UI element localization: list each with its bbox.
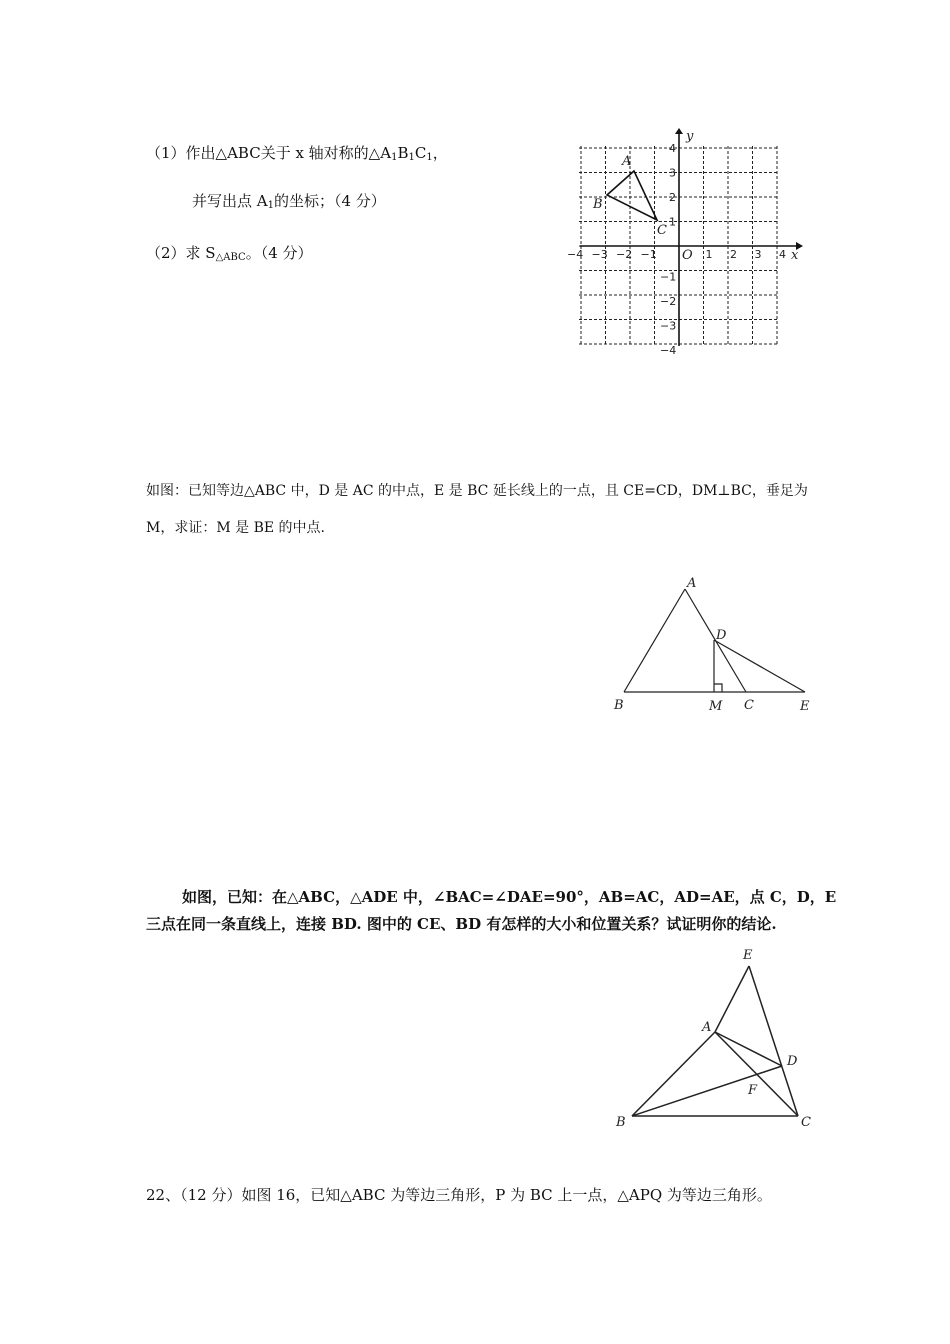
y-tick-label: −4 [660, 344, 677, 357]
fig3-label-b: B [616, 1115, 626, 1130]
equilateral-triangle-figure [605, 572, 825, 722]
y-tick-label: 1 [669, 215, 676, 229]
q2-line-1: 如图：已知等边△ABC 中，D 是 AC 的中点，E 是 BC 延长线上的一点，且 CE=CD，DM⊥BC，垂足为 [146, 483, 808, 499]
x-tick-label: −4 [567, 248, 584, 261]
q3-line-2: 三点在同一条直线上，连接 BD. 图中的 CE、BD 有怎样的大小和位置关系？试证明你的结论. [146, 915, 777, 933]
y-tick-label: 4 [669, 142, 676, 155]
y-tick-label: 2 [669, 191, 676, 204]
fig2-label-e: E [800, 699, 810, 714]
fig3-label-d: D [787, 1054, 798, 1069]
fig2-label-c: C [744, 698, 754, 713]
x-tick-label: −1 [640, 248, 657, 261]
y-tick-label: 3 [669, 166, 676, 180]
triangle-abc [607, 171, 657, 220]
q4-line-1: 22、（12 分）如图 16，已知△ABC 为等边三角形，P 为 BC 上一点，△APQ 为等边三角形。 [146, 1186, 772, 1204]
fig3-label-e: E [743, 948, 753, 963]
point-b-label: B [593, 197, 603, 212]
x-tick-label: 3 [754, 248, 762, 261]
right-isosceles-figure [610, 944, 840, 1134]
q2-line-2: M，求证：M 是 BE 的中点. [146, 520, 325, 536]
q1-line-2: 并写出点 $A_1$的坐标；（4 分） [192, 192, 386, 211]
q1-line-3: （2）求 $S_{\triangle ABC}$。（4 分） [146, 244, 313, 263]
x-tick-label: 2 [730, 248, 737, 261]
point-a-label: A [622, 154, 632, 169]
x-axis-label: x [791, 248, 799, 263]
x-tick-label: −2 [616, 248, 633, 261]
y-tick-label: −1 [660, 270, 677, 284]
fig3-label-f: F [748, 1083, 758, 1098]
coordinate-grid-figure [567, 128, 800, 357]
fig2-label-a: A [687, 576, 697, 591]
x-tick-label: 1 [705, 248, 713, 261]
q3-line-1: 如图，已知：在△ABC，△ADE 中，∠BAC=∠DAE=90°，AB=AC，AD=AE，点 C，D，E [182, 888, 837, 906]
y-axis-label: y [686, 129, 694, 144]
fig2-label-m: M [709, 699, 723, 714]
origin-label: O [682, 248, 693, 263]
fig2-label-b: B [614, 698, 624, 713]
x-tick-label: −3 [591, 248, 608, 261]
y-axis-arrow [675, 128, 683, 134]
point-c-label: C [657, 223, 667, 238]
fig3-label-a: A [702, 1020, 712, 1035]
y-tick-label: −2 [660, 295, 677, 308]
q1-line-1: （1）作出△ABC关于 x 轴对称的$\triangle A_1B_1C_1$， [146, 144, 448, 163]
fig3-label-c: C [801, 1115, 811, 1130]
x-tick-label: 4 [779, 248, 786, 261]
fig2-label-d: D [716, 628, 727, 643]
y-tick-label: −3 [660, 319, 677, 333]
